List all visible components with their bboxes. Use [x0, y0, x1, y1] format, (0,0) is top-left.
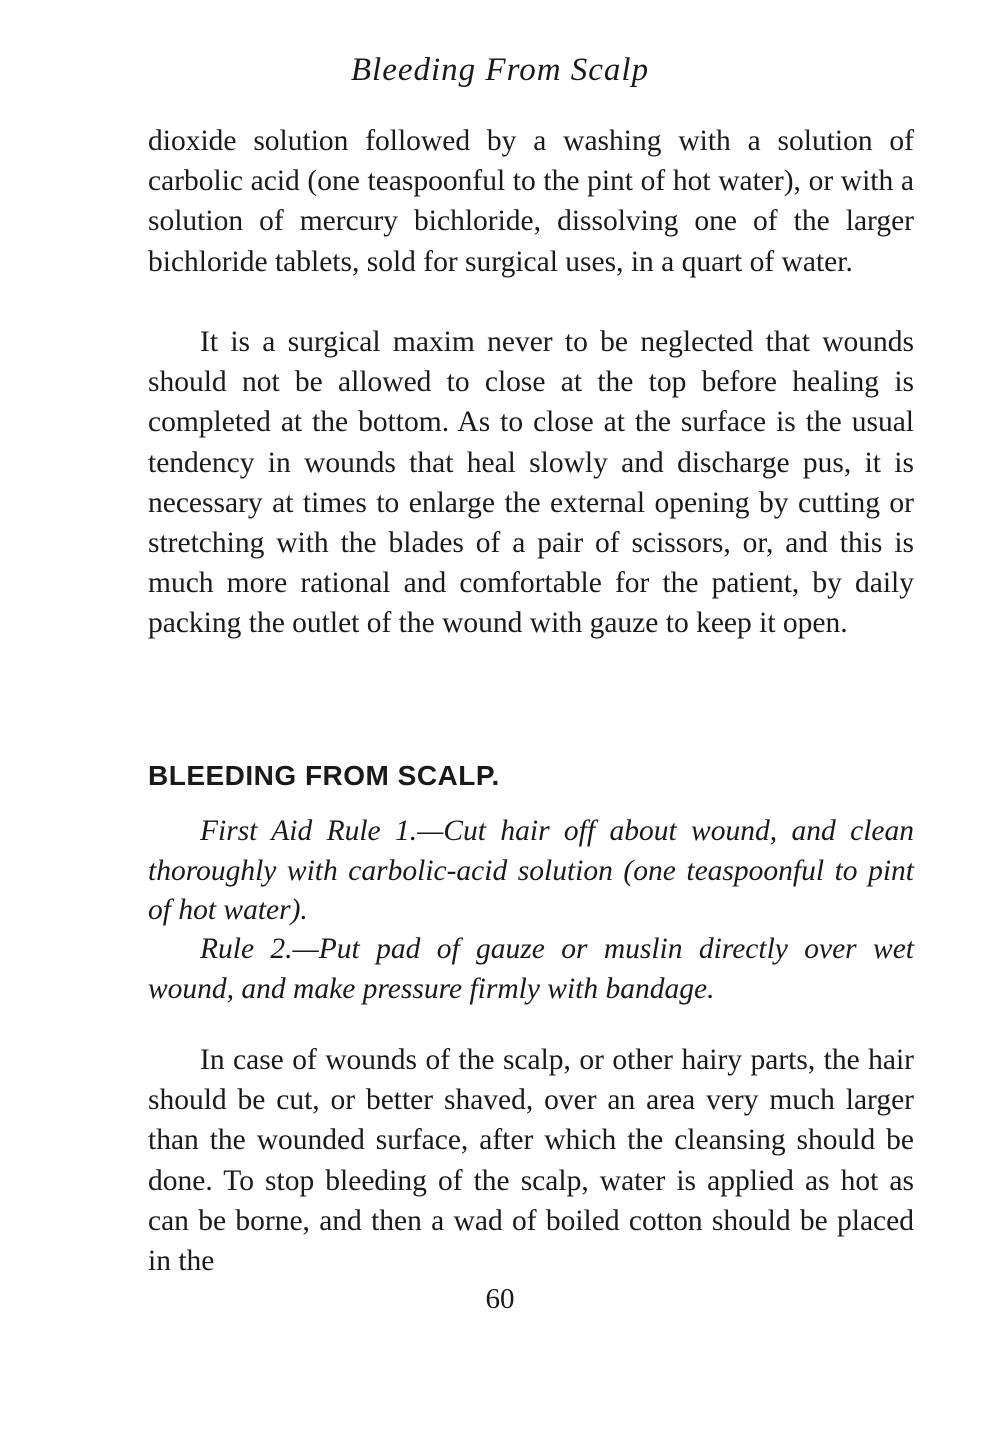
page-number: 60	[485, 1283, 515, 1315]
paragraph-continued: dioxide solution followed by a washing with a solution of carbolic acid (one teaspoonful to the pint of hot water), or with a solution of mercury bichloride, dissolving one of the larger bichloride tablets, sold for surgical uses, in a quart of water.	[148, 125, 914, 278]
first-aid-rule-2: Rule 2.—Put pad of gauze or muslin directly over wet wound, and make pressure firmly with bandage.	[148, 933, 914, 1005]
running-head: Bleeding From Scalp	[350, 52, 650, 88]
paragraph-surgical-maxim: It is a surgical maxim never to be neglected that wounds should not be allowed to close at the top before healing is completed at the bottom. As to close at the surface is the usual tendency in wounds that heal slowly and discharge pus, it is necessary at times to enlarge the external opening by cutting or stretching with the blades of a pair of scissors, or, and this is much more rational and comfortable for the patient, by daily packing the outlet of the wound with gauze to keep it open.	[148, 326, 914, 640]
paragraph-scalp-wounds: In case of wounds of the scalp, or other hairy parts, the hair should be cut, or better shaved, over an area very much larger than the wounded surface, after which the cleansing should be done. To stop bleeding of the scalp, water is applied as hot as can be borne, and then a wad of boiled cotton should be placed in the	[148, 1044, 914, 1278]
section-heading: BLEEDING FROM SCALP.	[148, 760, 500, 791]
first-aid-rule-1: First Aid Rule 1.—Cut hair off about wound, and clean thoroughly with carbolic-acid solution (one teaspoonful to pint of hot water).	[148, 815, 914, 926]
